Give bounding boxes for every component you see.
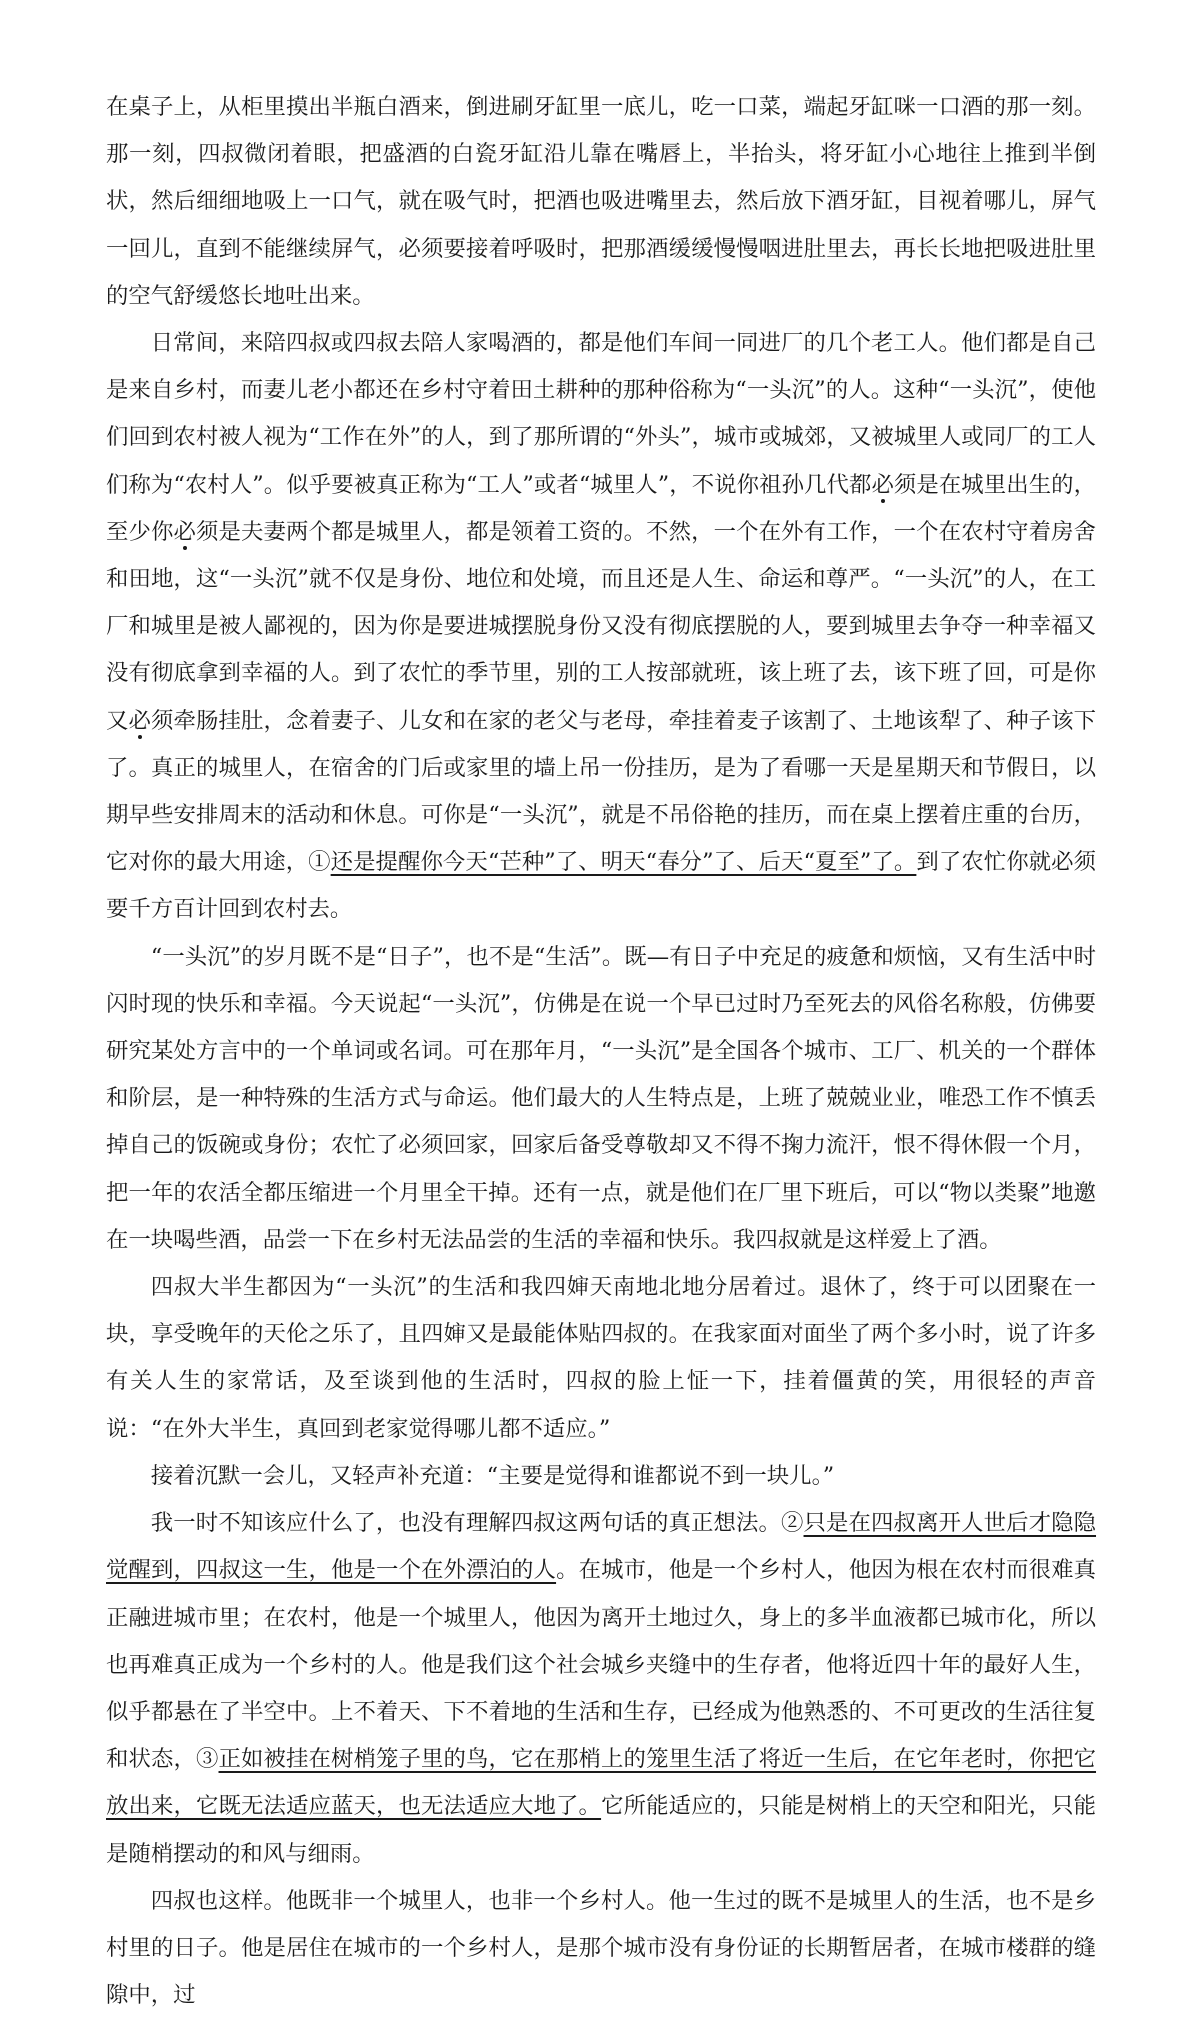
- text-run: 接着沉默一会儿，又轻声补充道：“主要是觉得和谁都说不到一块儿。”: [150, 1462, 835, 1489]
- text-run: 须是在城里出生的，至少你: [106, 471, 1097, 545]
- underlined-sentence: 只是在四叔离开人世后才隐隐觉醒到，四叔这一生，他是一个在外漂泊的人: [106, 1510, 1097, 1584]
- text-run: 须是夫妻两个都是城里人，都是领着工资的。不然，一个在外有工作，一个在农村守着房舍和田地，这“一头沉”就不仅是身份、地位和处境，而且还是人生、命运和尊严。“一头沉”的人，在工厂和城里是被人鄙视的，因为你是要进城摆脱身份又没有彻底摆脱的人，要到城里去争夺一种幸福又没有彻底拿到幸福的人。到了农忙的季节里，别的工人按部就班，该上班了去，该下班了回，可是你又: [106, 518, 1097, 734]
- emphasis-dotted-char: 必: [871, 471, 894, 498]
- text-run: 我一时不知该应什么了，也没有理解四叔这两句话的真正想法。②: [150, 1510, 804, 1537]
- text-run: 须牵肠挂肚，念着妻子、儿女和在家的老父与老母，牵挂着麦子该割了、土地该犁了、种子该下了。真正的城里人，在宿舍的门后或家里的墙上吊一份挂历，是为了看哪一天是星期天和节假日，以期早些安排周末的活动和休息。可你是“一头沉”，就是不吊俗艳的挂历，而在桌上摆着庄重的台历，它对你的最大用途，①: [106, 707, 1097, 876]
- text-run: 四叔也这样。他既非一个城里人，也非一个乡村人。他一生过的既不是城里人的生活，也不是乡村里的日子。他是居住在城市的一个乡村人，是那个城市没有身份证的长期暂居者，在城市楼群的缝隙中，过: [106, 1887, 1096, 2009]
- text-run: 四叔大半生都因为“一头沉”的生活和我四婶天南地北地分居着过。退休了，终于可以团聚在一块，享受晚年的天伦之乐了，且四婶又是最能体贴四叔的。在我家面对面坐了两个多小时，说了许多有关人生的家常话，及至谈到他的生活时，四叔的脸上怔一下，挂着僵黄的笑，用很轻的声音说：“在外大半生，真回到老家觉得哪儿都不适应。”: [106, 1274, 1096, 1442]
- underlined-sentence: 还是提醒你今天“芒种”了、明天“春分”了、后天“夏至”了。: [330, 849, 917, 876]
- article-body: [106, 84, 1096, 2019]
- underlined-sentence: 正如被挂在树梢笼子里的鸟，它在那梢上的笼里生活了将近一生后，在它年老时，你把它放出来，它既无法适应蓝天，也无法适应大地了。: [106, 1746, 1097, 1820]
- paragraph: [106, 934, 1096, 1264]
- text-run: 在桌子上，从柜里摸出半瓶白酒来，倒进刷牙缸里一底儿，吃一口菜，端起牙缸咪一口酒的那一刻。那一刻，四叔微闭着眼，把盛酒的白瓷牙缸沿儿靠在嘴唇上，半抬头，将牙缸小心地往上推到半倒状，然后细细地吸上一口气，就在吸气时，把酒也吸进嘴里去，然后放下酒牙缸，目视着哪儿，屏气一回儿，直到不能继续屏气，必须要接着呼吸时，把那酒缓缓慢慢咽进肚里去，再长长地把吸进肚里的空气舒缓悠长地吐出来。: [106, 94, 1096, 309]
- text-run: “一头沉”的岁月既不是“日子”，也不是“生活”。既—有日子中充足的疲惫和烦恼，又有生活中时闪时现的快乐和幸福。今天说起“一头沉”，仿佛是在说一个早已过时乃至死去的风俗名称般，仿佛要研究某处方言中的一个单词或名词。可在那年月，“一头沉”是全国各个城市、工厂、机关的一个群体和阶层，是一种特殊的生活方式与命运。他们最大的人生特点是，上班了兢兢业业，唯恐工作不慎丢掉自己的饭碗或身份；农忙了必须回家，回家后备受尊敬却又不得不掬力流汗，恨不得休假一个月，把一年的农活全都压缩进一个月里全干掉。还有一点，就是他们在厂里下班后，可以“物以类聚”地邀在一块喝些酒，品尝一下在乡村无法品尝的生活的幸福和快乐。我四叔就是这样爱上了酒。: [106, 943, 1096, 1253]
- paragraph: [106, 1500, 1096, 1878]
- paragraph: [106, 84, 1096, 320]
- text-run: 。在城市，他是一个乡村人，他因为根在农村而很难真正融进城市里；在农村，他是一个城里人，他因为离开土地过久，身上的多半血液都已城市化，所以也再难真正成为一个乡村的人。他是我们这个社会城乡夹缝中的生存者，他将近四十年的最好人生，似乎都悬在了半空中。上不着天、下不着地的生活和生存，已经成为他熟悉的、不可更改的生活往复和状态，③: [106, 1557, 1097, 1773]
- text-run: 它所能适应的，只能是树梢上的天空和阳光，只能是随梢摆动的和风与细雨。: [106, 1793, 1097, 1867]
- paragraph: [106, 1264, 1096, 1453]
- text-run: 日常间，来陪四叔或四叔去陪人家喝酒的，都是他们车间一同进厂的几个老工人。他们都是自己是来自乡村，而妻儿老小都还在乡村守着田土耕种的那种俗称为“一头沉”的人。这种“一头沉”，使他们回到农村被人视为“工作在外”的人，到了那所谓的“外头”，城市或城郊，又被城里人或同厂的工人们称为“农村人”。似乎要被真正称为“工人”或者“城里人”，不说你祖孙几代都: [106, 330, 1096, 498]
- text-run: 到了农忙你就必须要千方百计回到农村去。: [106, 849, 1097, 923]
- emphasis-dotted-char: 必: [128, 707, 152, 734]
- paragraph: [106, 1878, 1096, 2019]
- paragraph: [106, 320, 1096, 934]
- emphasis-dotted-char: 必: [173, 518, 197, 545]
- paragraph: [106, 1453, 1096, 1500]
